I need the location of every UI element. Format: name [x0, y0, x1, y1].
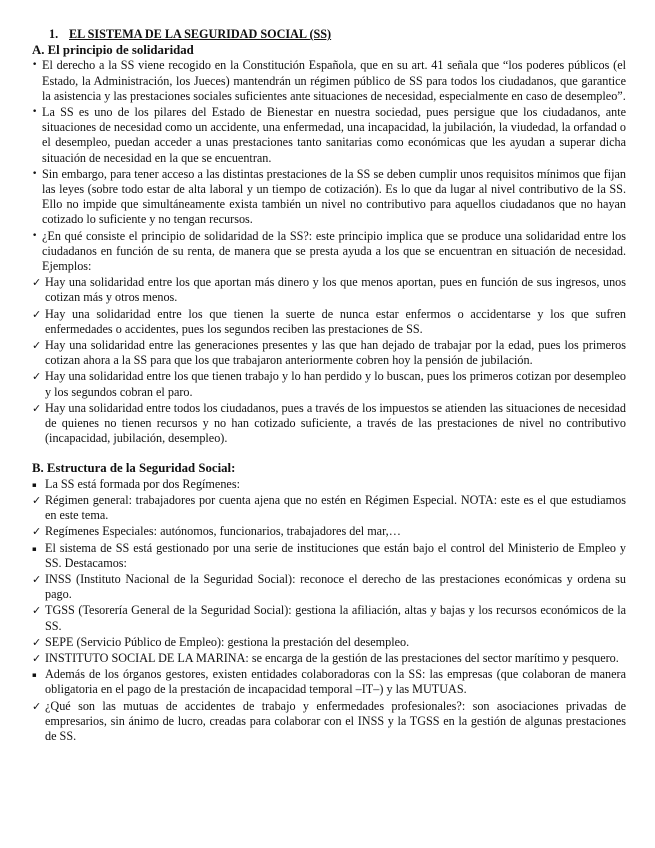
list-item-text: La SS está formada por dos Regímenes: — [45, 476, 240, 491]
list-item — [32, 229, 626, 275]
section-b-list — [32, 477, 626, 744]
list-item-text: Sin embargo, para tener acceso a las distintas prestaciones de la SS se deben cumplir unos requisitos mínimos que fijan las leyes (sobre todo estar de alta laboral y un tiempo de cotización). Es lo que da lugar al nivel contributivo de la SS. Ello no impide que simultáneamente exista también un nivel no contributivo para aquellos ciudadanos que no hayan cotizado lo suficiente y no tengan recursos. — [42, 166, 626, 227]
list-item — [32, 307, 626, 337]
list-item — [32, 667, 626, 697]
section-a-list — [32, 58, 626, 446]
document-title — [32, 27, 626, 42]
square-bullet-icon: ▪ — [32, 544, 37, 553]
bullet-icon: • — [32, 230, 38, 241]
checkmark-icon: ✓ — [32, 493, 42, 507]
list-item — [32, 651, 626, 666]
list-item — [32, 524, 626, 539]
list-item-text: Regímenes Especiales: autónomos, funcionarios, trabajadores del mar,… — [45, 524, 401, 539]
list-item-text: ¿Qué son las mutuas de accidentes de trabajo y enfermedades profesionales?: son asociaciones privadas de empresarios, sin ánimo de lucro, creadas para colaborar con el INSS y la TGSS en la gestión de algunas prestaciones de SS. — [45, 698, 626, 743]
list-item — [32, 105, 626, 166]
list-item-text: Además de los órganos gestores, existen entidades colaboradoras con la SS: las empresas (que colaboran de manera obligatoria en el pago de la prestación de incapacidad temporal –IT–) y las MUTUAS. — [45, 667, 626, 697]
list-item — [32, 338, 626, 368]
list-item-text: El derecho a la SS viene recogido en la Constitución Española, que en su art. 41 señala que “los poderes públicos (el Estado, la Administración, los Jueces) mantendrán un régimen público de SS para todos los ciudadanos, que garantice la asistencia y las prestaciones sociales suficientes ante situaciones de necesidad, especialmente en caso de desempleo”. — [42, 58, 626, 103]
list-item — [32, 603, 626, 633]
checkmark-icon: ✓ — [32, 307, 42, 321]
list-item-text: La SS es uno de los pilares del Estado de Bienestar en nuestra sociedad, pues persigue que los ciudadanos, ante situaciones de necesidad como un accidente, una enfermedad, una incapacidad, la jubilación, la viudedad, la orfandad o el desempleo, puedan acceder a unas prestaciones tanto sanitarias como económicas que les ayudan a superar dicha situación de necesidad en la que se encuentran. — [42, 105, 626, 165]
list-item — [32, 167, 626, 228]
checkmark-icon: ✓ — [32, 525, 42, 539]
checkmark-icon: ✓ — [32, 401, 42, 415]
list-item-text: INSTITUTO SOCIAL DE LA MARINA: se encarga de la gestión de las prestaciones del sector marítimo y pesquero. — [45, 650, 619, 665]
list-item-text: Hay una solidaridad entre los que aportan más dinero y los que menos aportan, pues en función de sus ingresos, unos cotizan más y otros menos. — [45, 275, 626, 305]
list-item-text: INSS (Instituto Nacional de la Seguridad Social): reconoce el derecho de las prestaciones económicas y ordena su pago. — [45, 571, 626, 602]
list-item — [32, 572, 626, 602]
list-item — [32, 58, 626, 104]
list-item-text: SEPE (Servicio Público de Empleo): gestiona la prestación del desempleo. — [45, 634, 410, 649]
list-item — [32, 635, 626, 650]
list-item-text: TGSS (Tesorería General de la Seguridad Social): gestiona la afiliación, altas y bajas y los recursos económicos de la SS. — [45, 603, 626, 633]
list-item-text: Hay una solidaridad entre los que tienen la suerte de nunca estar enfermos o accidentarse y los que sufren enfermedades o accidentes, pues los segundos reciben las prestaciones de SS. — [45, 306, 626, 336]
checkmark-icon: ✓ — [32, 276, 42, 290]
list-item — [32, 493, 626, 523]
list-item-text: Hay una solidaridad entre las generaciones presentes y las que han dejado de trabajar por la edad, pues los primeros cotizan ahora a la SS para que los que trabajaron anteriormente cobren hoy la pensión de jubilación. — [45, 338, 626, 368]
checkmark-icon: ✓ — [32, 699, 42, 713]
bullet-icon: • — [32, 107, 38, 118]
list-item — [32, 477, 626, 492]
title-text: EL SISTEMA DE LA SEGURIDAD SOCIAL (SS) — [69, 27, 332, 41]
list-item — [32, 699, 626, 745]
checkmark-icon: ✓ — [32, 604, 42, 618]
checkmark-icon: ✓ — [32, 572, 42, 586]
checkmark-icon: ✓ — [32, 339, 42, 353]
bullet-icon: • — [32, 60, 38, 71]
title-number: 1. — [49, 27, 59, 41]
section-a-heading: A. El principio de solidaridad — [32, 43, 194, 58]
section-b-heading: B. Estructura de la Seguridad Social: — [32, 461, 236, 476]
checkmark-icon: ✓ — [32, 651, 42, 665]
list-item-text: El sistema de SS está gestionado por una serie de instituciones que están bajo el control del Ministerio de Empleo y SS. Destacamos: — [45, 540, 626, 570]
list-item — [32, 401, 626, 447]
checkmark-icon: ✓ — [32, 370, 42, 384]
square-bullet-icon: ▪ — [32, 671, 37, 680]
bullet-icon: • — [32, 168, 38, 179]
list-item-text: Hay una solidaridad entre los que tienen trabajo y lo han perdido y lo buscan, pues los primeros cotizan por desempleo y los segundos cobran el paro. — [45, 369, 626, 399]
list-item — [32, 369, 626, 399]
list-item — [32, 275, 626, 305]
list-item-text: Hay una solidaridad entre todos los ciudadanos, pues a través de los impuestos se atienden las situaciones de necesidad de quienes no tienen recursos y no han cotizado suficiente, a través de las prestaciones de nivel no contributivo (incapacidad, jubilación, desempleo). — [45, 400, 626, 446]
checkmark-icon: ✓ — [32, 635, 42, 649]
square-bullet-icon: ▪ — [32, 480, 37, 489]
list-item — [32, 541, 626, 571]
list-item-text: Régimen general: trabajadores por cuenta ajena que no estén en Régimen Especial. NOTA: este es el que estudiamos en este tema. — [45, 492, 626, 523]
list-item-text: ¿En qué consiste el principio de solidaridad de la SS?: este principio implica que se produce una solidaridad entre los ciudadanos en función de su renta, de manera que se presta ayuda a los que se encuentran en situación de necesidad. Ejemplos: — [42, 228, 626, 274]
